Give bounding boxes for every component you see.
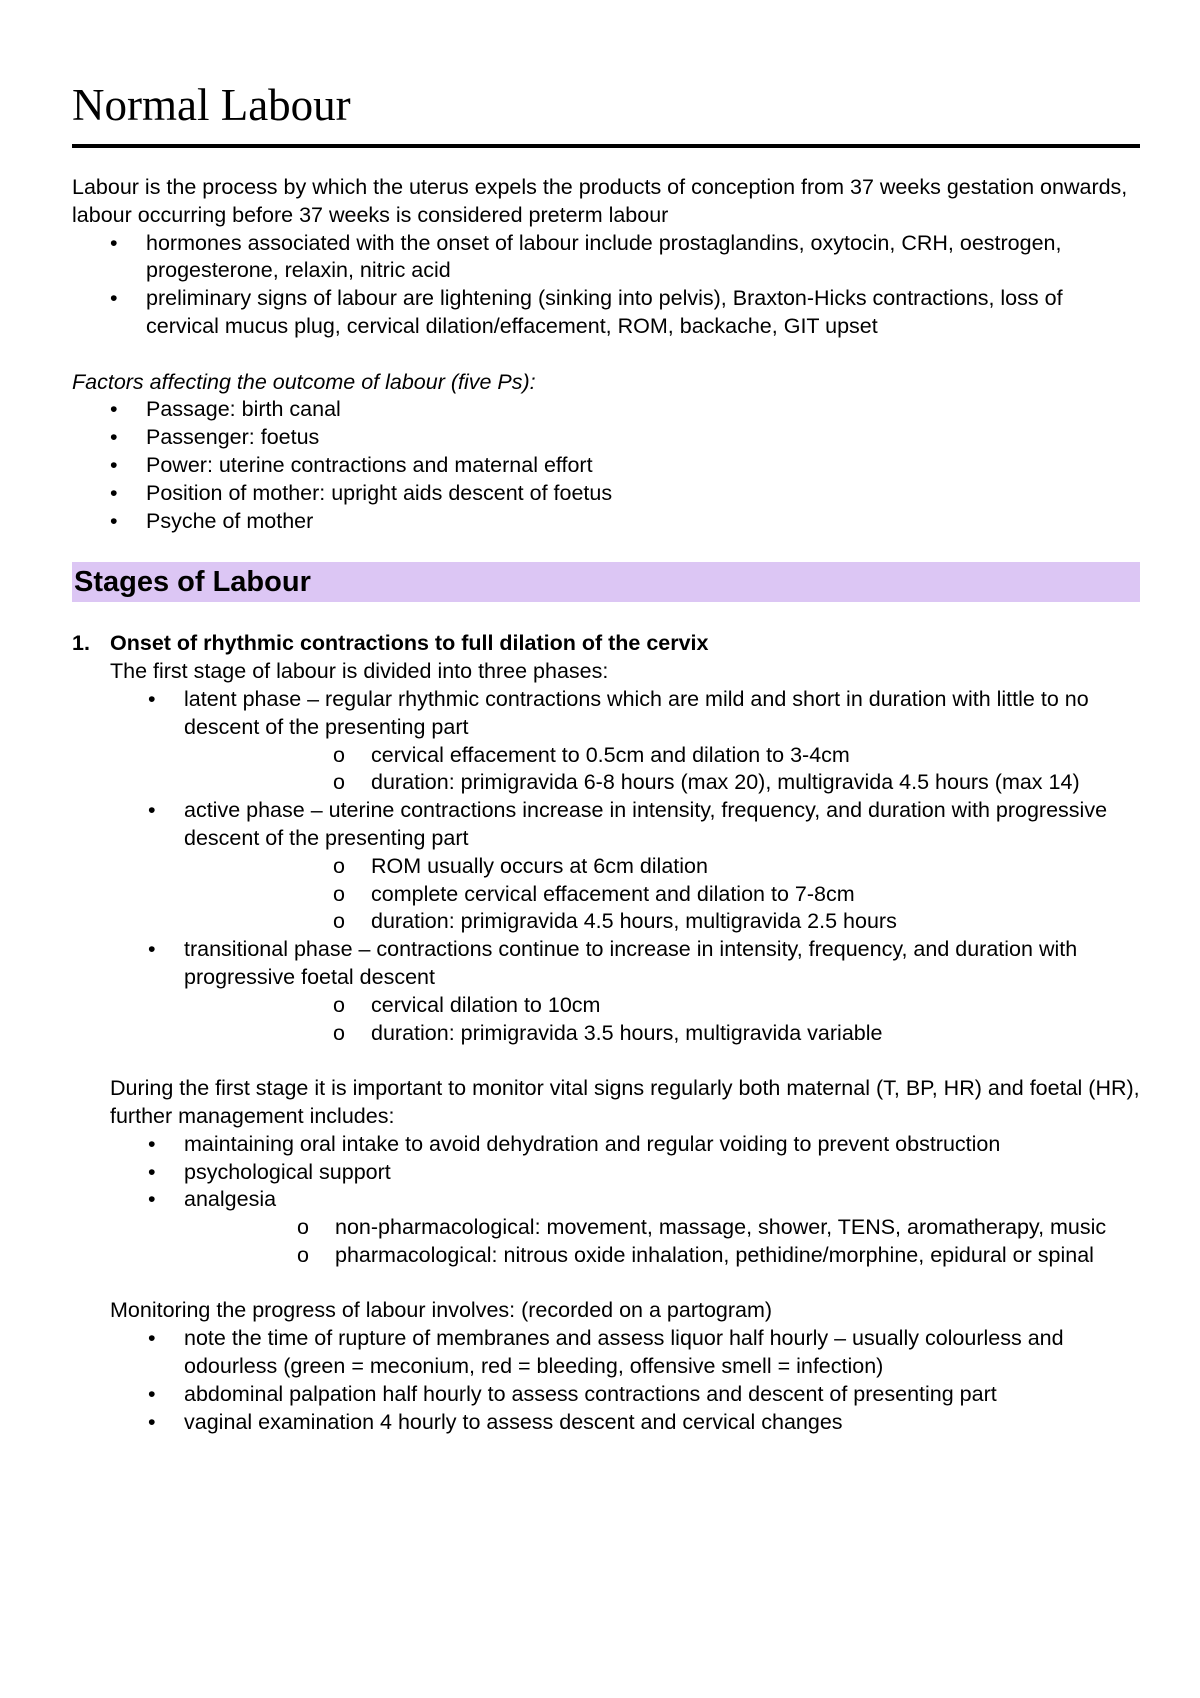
monitoring-intro: Monitoring the progress of labour involves: (recorded on a partogram): [110, 1298, 773, 1323]
management-intro: During the first stage it is important to monitor vital signs regularly both maternal (T, BP, HR) and foetal (HR), further management includes:: [110, 1076, 1140, 1128]
list-item: • psychological support: [110, 1159, 1140, 1187]
list-item: o ROM usually occurs at 6cm dilation: [184, 853, 1140, 881]
intro-paragraph: Labour is the process by which the uterus expels the products of conception from 37 weeks gestation onwards, labour occurring before 37 weeks is considered preterm labour: [72, 175, 1128, 227]
phase-sub-list: [184, 853, 1140, 936]
list-item: o cervical effacement to 0.5cm and dilation to 3-4cm: [184, 742, 1140, 770]
phase-active: [110, 797, 1140, 936]
phase-text: active phase – uterine contractions increase in intensity, frequency, and duration with progressive descent of the presenting part: [184, 798, 1108, 850]
list-item: o non-pharmacological: movement, massage, shower, TENS, aromatherapy, music: [184, 1214, 1140, 1242]
list-item: o pharmacological: nitrous oxide inhalation, pethidine/morphine, epidural or spinal: [184, 1242, 1140, 1270]
section-header-stages: [72, 562, 1140, 602]
list-item: • maintaining oral intake to avoid dehydration and regular voiding to prevent obstruction: [110, 1131, 1140, 1159]
intro-bullet-list: [72, 230, 1140, 341]
stage-1-heading: [72, 630, 1140, 658]
page-title: Normal Labour: [72, 80, 351, 130]
list-item: o duration: primigravida 4.5 hours, multigravida 2.5 hours: [184, 908, 1140, 936]
list-item: • abdominal palpation half hourly to assess contractions and descent of presenting part: [110, 1381, 1140, 1409]
stage-1: [72, 630, 1140, 1436]
list-item: • Passage: birth canal: [72, 396, 1140, 424]
list-item: • Psyche of mother: [72, 508, 1140, 536]
list-item: • Passenger: foetus: [72, 424, 1140, 452]
phase-sub-list: [184, 742, 1140, 798]
management-list: [110, 1131, 1140, 1270]
list-item: • hormones associated with the onset of labour include prostaglandins, oxytocin, CRH, oestrogen, progesterone, relaxin, nitric acid: [72, 230, 1140, 286]
list-item: • Power: uterine contractions and maternal effort: [72, 452, 1140, 480]
phase-transitional: [110, 936, 1140, 1047]
phase-sub-list: [184, 992, 1140, 1048]
stage-1-body: [72, 658, 1140, 1436]
stage-number: 1.: [72, 631, 90, 656]
phase-latent: [110, 686, 1140, 797]
list-item: o cervical dilation to 10cm: [184, 992, 1140, 1020]
list-item: • vaginal examination 4 hourly to assess descent and cervical changes: [110, 1409, 1140, 1437]
monitoring-list: [110, 1325, 1140, 1436]
list-item: o duration: primigravida 6-8 hours (max 20), multigravida 4.5 hours (max 14): [184, 769, 1140, 797]
list-item: • Position of mother: upright aids descent of foetus: [72, 480, 1140, 508]
list-item-text: analgesia: [184, 1187, 277, 1212]
list-item: o complete cervical effacement and dilation to 7-8cm: [184, 881, 1140, 909]
list-item: • preliminary signs of labour are lightening (sinking into pelvis), Braxton-Hicks contractions, loss of cervical mucus plug, cervical dilation/effacement, ROM, backache, GIT upset: [72, 285, 1140, 341]
title-underline: [72, 144, 1140, 148]
analgesia-item: [110, 1186, 1140, 1269]
phase-text: transitional phase – contractions continue to increase in intensity, frequency, and duration with progressive foetal descent: [184, 937, 1078, 989]
stage-title: Onset of rhythmic contractions to full dilation of the cervix: [110, 631, 709, 656]
factors-list: [72, 396, 1140, 535]
phases-list: [110, 686, 1140, 1047]
section-title: Stages of Labour: [74, 565, 311, 598]
factors-heading: Factors affecting the outcome of labour (five Ps):: [72, 369, 536, 394]
list-item: • note the time of rupture of membranes and assess liquor half hourly – usually colourless and odourless (green = meconium, red = bleeding, offensive smell = infection): [110, 1325, 1140, 1381]
phase-text: latent phase – regular rhythmic contractions which are mild and short in duration with little to no descent of the presenting part: [184, 686, 1089, 739]
analgesia-sub-list: [184, 1214, 1140, 1270]
phases-intro: The first stage of labour is divided into three phases:: [110, 659, 609, 684]
list-item: o duration: primigravida 3.5 hours, multigravida variable: [184, 1020, 1140, 1048]
document-page: [72, 70, 1140, 1436]
